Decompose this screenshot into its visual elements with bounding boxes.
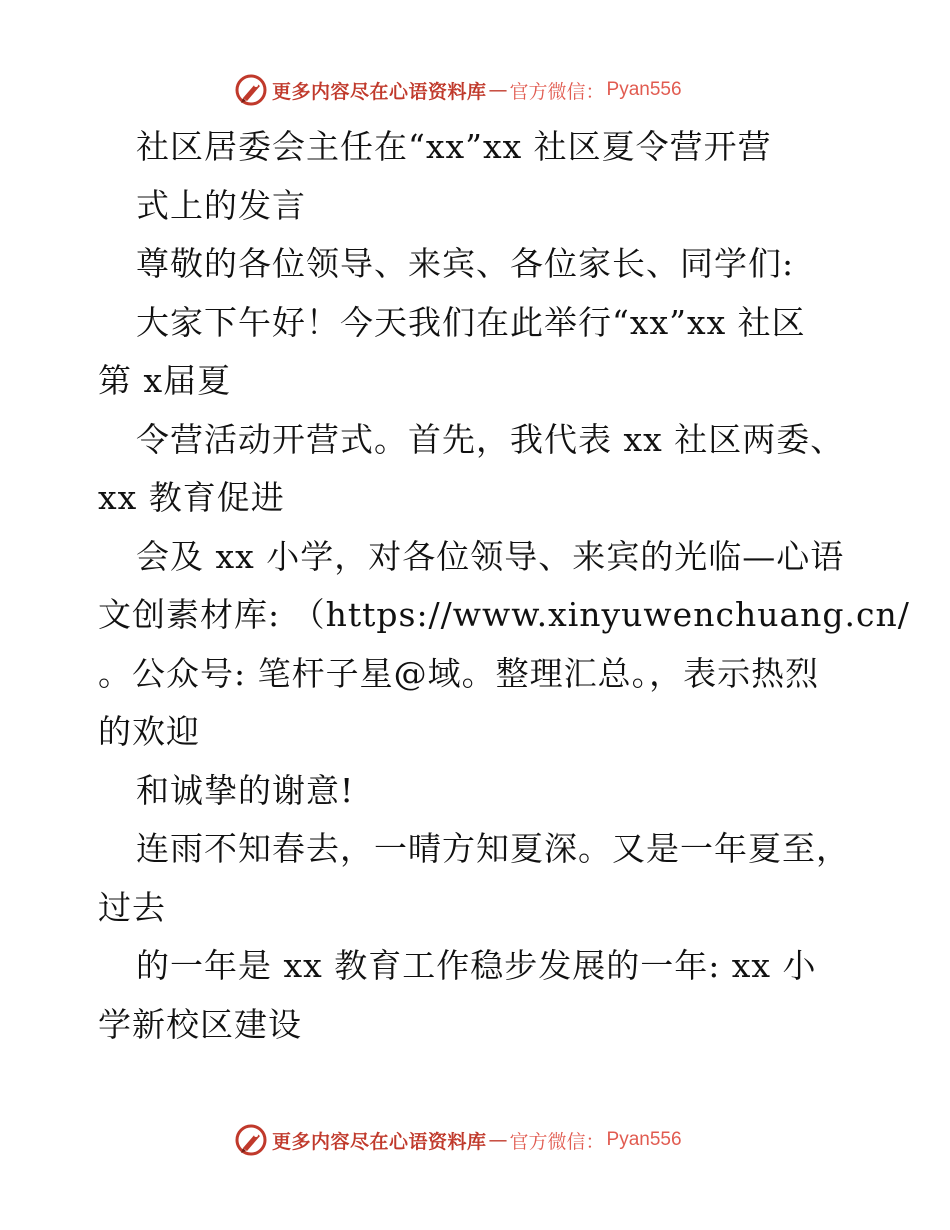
footer-wechat-id: Pyan556 [606,1129,682,1150]
paragraph-line: 文创素材库: （https://www.xinyuwenchuang.cn/ [98,595,910,634]
paragraph-line: 会及 xx 小学，对各位领导、来宾的光临—心语 [136,537,845,576]
footer-banner [234,1122,682,1158]
paragraph-line: 和诚挚的谢意! [136,771,355,810]
title-line-2: 式上的发言 [136,186,306,225]
paragraph-line: 连雨不知春去，一晴方知夏深。又是一年夏至， [136,829,850,868]
paragraph-line: 的一年是 xx 教育工作稳步发展的一年: xx 小 [136,946,817,985]
paragraph-line: 第 x届夏 [98,361,232,400]
pen-logo-icon [234,1123,268,1157]
footer-banner-dash: — [488,1129,508,1151]
paragraph-line: xx 教育促进 [98,478,285,517]
paragraph-line: 过去 [98,888,166,927]
header-wechat-id: Pyan556 [606,79,682,100]
footer-banner-text: 更多内容尽在心语资料库 [272,1130,487,1153]
footer-wechat-label: 官方微信： [509,1130,605,1153]
paragraph-line: 大家下午好！今天我们在此举行“xx”xx 社区 [136,303,806,342]
paragraph-line: 。公众号: 笔杆子星@域。整理汇总。，表示热烈 [98,654,820,693]
salutation-line: 尊敬的各位领导、来宾、各位家长、同学们: [136,244,795,283]
paragraph-line: 令营活动开营式。首先，我代表 xx 社区两委、 [136,420,845,459]
paragraph-line: 的欢迎 [98,712,200,751]
header-banner-dash: — [488,79,508,101]
title-line-1: 社区居委会主任在“xx”xx 社区夏令营开营 [136,127,772,166]
paragraph-line: 学新校区建设 [98,1005,302,1044]
header-banner-text: 更多内容尽在心语资料库 [272,80,487,103]
header-wechat-label: 官方微信： [509,80,605,103]
